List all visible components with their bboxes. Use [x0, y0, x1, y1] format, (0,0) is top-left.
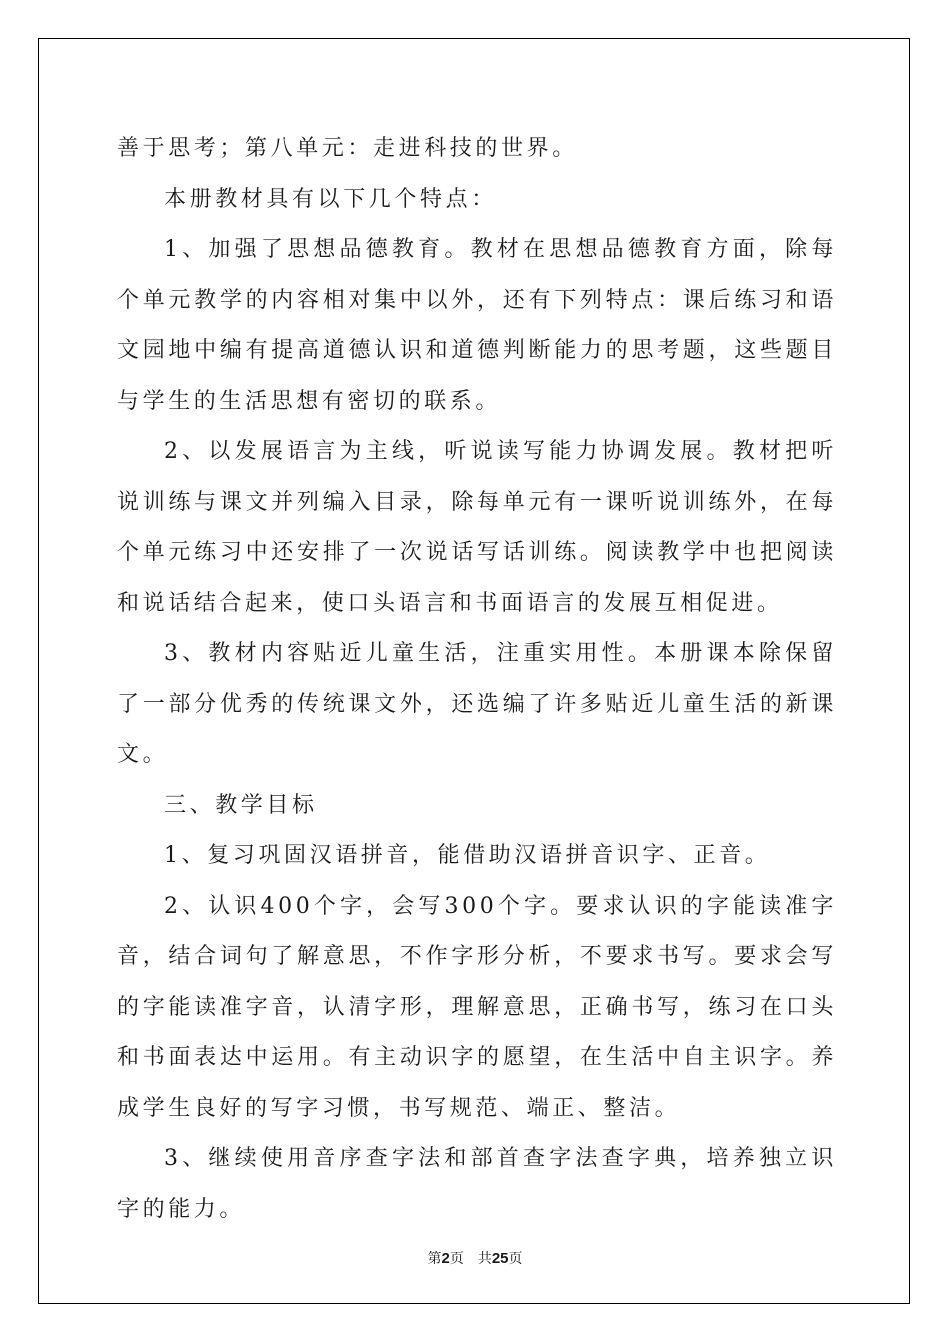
paragraph-2: 本册教材具有以下几个特点： [164, 186, 497, 212]
total-pages: 25 [491, 1250, 509, 1267]
page-footer [0, 1248, 950, 1268]
page-suffix: 页 [449, 1251, 464, 1267]
total-prefix: 共 [477, 1251, 492, 1267]
document-body [117, 124, 837, 1235]
paragraph-1: 善于思考；第八单元：走进科技的世界。 [117, 136, 578, 161]
paragraph-7: 1、复习巩固汉语拼音，能借助汉语拼音识字、正音。 [164, 843, 771, 868]
paragraph-9: 3、继续使用音序查字法和部首查字法查字典，培养独立识字的能力。 [117, 1146, 837, 1222]
paragraph-4: 2、以发展语言为主线，听说读写能力协调发展。教材把听说训练与课文并列编入目录，除每单元有一课听说训练外，在每个单元练习中还安排了一次说话写话训练。阅读教学中也把阅读和说话结合起来，使口头语言和书面语言的发展互相促进。 [117, 439, 837, 616]
total-suffix: 页 [508, 1251, 523, 1267]
section-heading: 三、教学目标 [164, 792, 318, 818]
paragraph-3: 1、加强了思想品德教育。教材在思想品德教育方面，除每个单元教学的内容相对集中以外，还有下列特点：课后练习和语文园地中编有提高道德认识和道德判断能力的思考题，这些题目与学生的生活思想有密切的联系。 [117, 237, 837, 414]
page-prefix: 第 [427, 1251, 442, 1267]
paragraph-8: 2、认识400个字，会写300个字。要求认识的字能读准字音，结合词句了解意思，不作字形分析，不要求书写。要求会写的字能读准字音，认清字形，理解意思，正确书写，练习在口头和书面表达中运用。有主动识字的愿望，在生活中自主识字。养成学生良好的写字习惯，书写规范、端正、整洁。 [117, 893, 837, 1121]
paragraph-5: 3、教材内容贴近儿童生活，注重实用性。本册课本除保留了一部分优秀的传统课文外，还选编了许多贴近儿童生活的新课文。 [117, 641, 837, 767]
page-number: 2 [441, 1250, 450, 1267]
